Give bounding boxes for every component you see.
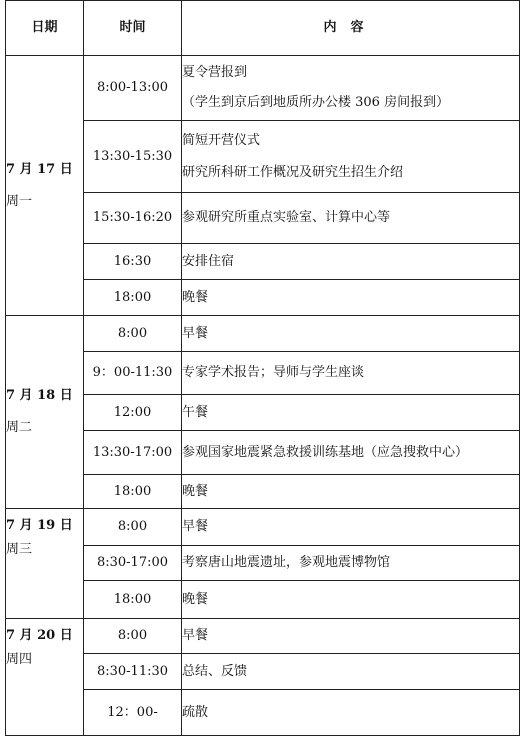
content-cell: 晚餐 bbox=[182, 581, 520, 619]
table-row bbox=[6, 280, 520, 316]
table-row bbox=[6, 546, 520, 581]
table-row bbox=[6, 244, 520, 280]
table-row bbox=[6, 690, 520, 736]
time-cell: 18:00 bbox=[84, 475, 182, 509]
date-cell-day2 bbox=[6, 316, 84, 509]
time-cell: 13:30-15:30 bbox=[84, 121, 182, 193]
time-cell: 16:30 bbox=[84, 244, 182, 280]
content-cell: 考察唐山地震遗址，参观地震博物馆 bbox=[182, 546, 520, 581]
time-cell: 8:00 bbox=[84, 316, 182, 352]
time-cell: 13:30-17:00 bbox=[84, 431, 182, 475]
content-cell: 专家学术报告；导师与学生座谈 bbox=[182, 352, 520, 395]
table-row bbox=[6, 431, 520, 475]
content-cell: 午餐 bbox=[182, 395, 520, 431]
content-cell: 疏散 bbox=[182, 690, 520, 736]
table-row bbox=[6, 619, 520, 654]
schedule-table bbox=[5, 0, 520, 736]
weekday-label: 周二 bbox=[6, 420, 33, 435]
content-cell: 早餐 bbox=[182, 509, 520, 546]
time-cell: 8:00-13:00 bbox=[84, 56, 182, 121]
weekday-label: 周三 bbox=[6, 542, 33, 557]
content-cell: 晚餐 bbox=[182, 280, 520, 316]
content-cell: 总结、反馈 bbox=[182, 654, 520, 690]
header-row bbox=[6, 1, 520, 56]
date-label: 7 月 18 日 bbox=[6, 388, 73, 403]
content-subline: 研究所科研工作概况及研究生招生介绍 bbox=[182, 164, 404, 180]
content-cell: 早餐 bbox=[182, 316, 520, 352]
content-cell: 晚餐 bbox=[182, 475, 520, 509]
content-cell: 安排住宿 bbox=[182, 244, 520, 280]
content-cell: 参观国家地震紧急救援训练基地（应急搜救中心） bbox=[182, 431, 520, 475]
date-label: 7 月 20 日 bbox=[6, 628, 73, 643]
table-row bbox=[6, 581, 520, 619]
table-row bbox=[6, 352, 520, 395]
table-row bbox=[6, 193, 520, 244]
date-label: 7 月 17 日 bbox=[6, 161, 73, 177]
content-line: 夏令营报到 bbox=[182, 65, 248, 80]
date-cell-day3 bbox=[6, 509, 84, 619]
content-subline: （学生到京后到地质所办公楼 306 房间报到） bbox=[182, 95, 450, 110]
date-label: 7 月 19 日 bbox=[6, 518, 73, 533]
time-cell: 8:00 bbox=[84, 509, 182, 546]
date-cell-day1 bbox=[6, 56, 84, 316]
content-cell: 早餐 bbox=[182, 619, 520, 654]
table-row bbox=[6, 654, 520, 690]
header-time: 时间 bbox=[84, 1, 182, 56]
time-cell: 15:30-16:20 bbox=[84, 193, 182, 244]
date-cell-day4 bbox=[6, 619, 84, 736]
time-cell: 8:30-11:30 bbox=[84, 654, 182, 690]
weekday-label: 周一 bbox=[6, 193, 33, 209]
header-content: 内容 bbox=[182, 1, 520, 56]
table-row bbox=[6, 316, 520, 352]
time-cell: 18:00 bbox=[84, 581, 182, 619]
time-cell: 12:00 bbox=[84, 395, 182, 431]
table-row bbox=[6, 475, 520, 509]
weekday-label: 周四 bbox=[6, 652, 33, 667]
content-cell bbox=[182, 56, 520, 121]
time-cell: 8:30-17:00 bbox=[84, 546, 182, 581]
content-cell: 参观研究所重点实验室、计算中心等 bbox=[182, 193, 520, 244]
content-line: 简短开营仪式 bbox=[182, 132, 261, 148]
header-date: 日期 bbox=[6, 1, 84, 56]
time-cell: 9：00-11:30 bbox=[84, 352, 182, 395]
table-row bbox=[6, 509, 520, 546]
table-row bbox=[6, 56, 520, 121]
time-cell: 12：00- bbox=[84, 690, 182, 736]
content-cell bbox=[182, 121, 520, 193]
time-cell: 8:00 bbox=[84, 619, 182, 654]
time-cell: 18:00 bbox=[84, 280, 182, 316]
table-row bbox=[6, 395, 520, 431]
table-row bbox=[6, 121, 520, 193]
